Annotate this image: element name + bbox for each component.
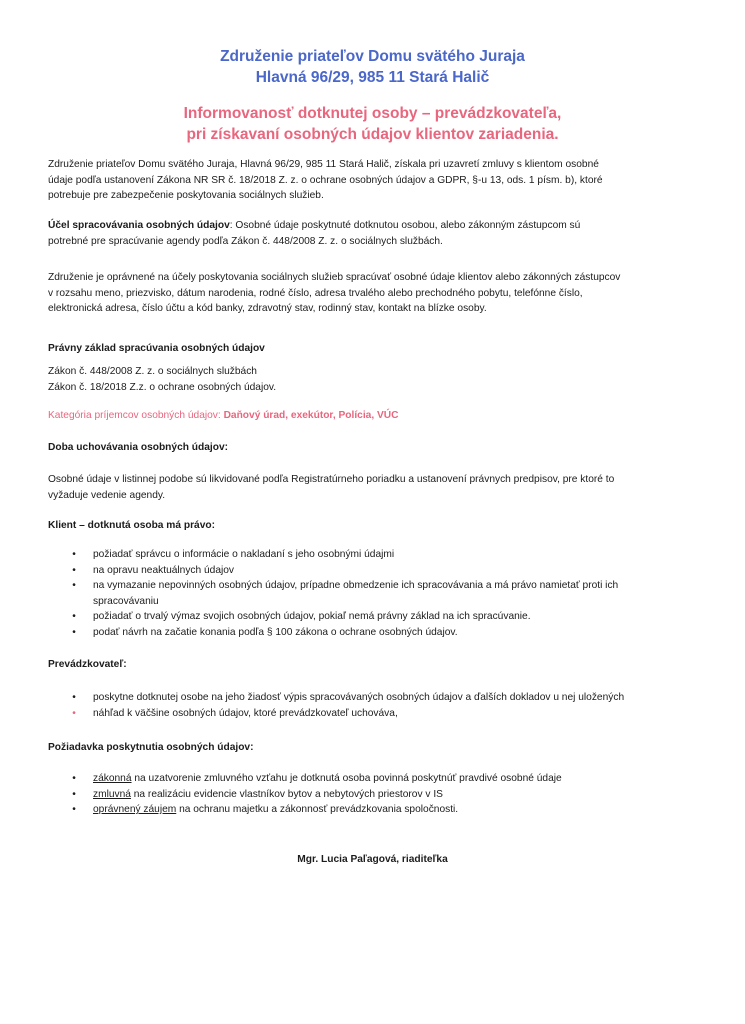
document-title-line1: Informovanosť dotknutej osoby – prevádzkovateľa, — [183, 105, 562, 122]
list-item-text: požiadať o trvalý výmaz svojich osobných údajov, pokiaľ nemá právny základ na ich spracúvanie. — [93, 611, 531, 622]
requirement-heading: Požiadavka poskytnutia osobných údajov: — [48, 742, 254, 753]
list-item — [48, 787, 688, 803]
signature: Mgr. Lucia Paľagová, riaditeľka — [297, 854, 448, 865]
purpose-line — [48, 218, 698, 234]
intro-line: Združenie priateľov Domu svätého Juraja, Hlavná 96/29, 985 11 Stará Halič, získala pri uzavretí zmluvy s klientom osobné — [48, 159, 599, 170]
organization-name: Združenie priateľov Domu svätého Juraja — [220, 48, 525, 65]
organization-address: Hlavná 96/29, 985 11 Stará Halič — [255, 69, 490, 86]
purpose-line: potrebné pre spracúvanie agendy podľa Zákon č. 448/2008 Z. z. o sociálnych službách. — [48, 235, 443, 247]
bullet-icon: • — [72, 788, 76, 800]
scope-line: elektronická adresa, číslo účtu a kód banky, zdravotný stav, rodinný stav, kontakt na blízke osoby. — [48, 303, 487, 314]
legal-basis-list — [48, 364, 698, 395]
requirement-list — [48, 771, 688, 818]
client-rights-heading: Klient – dotknutá osoba má právo: — [48, 520, 215, 531]
requirement-type: zmluvná — [93, 788, 131, 800]
bullet-icon: • — [72, 564, 76, 576]
bullet-icon: • — [72, 804, 76, 815]
recipients-value: Daňový úrad, exekútor, Polícia, VÚC — [220, 410, 399, 421]
list-item-text: na opravu neaktuálnych údajov — [93, 564, 235, 576]
bullet-icon: • — [72, 692, 76, 703]
purpose-label: Účel spracovávania osobných údajov — [48, 220, 230, 231]
list-item — [48, 609, 688, 625]
bullet-icon: • — [72, 707, 76, 719]
list-item — [48, 771, 688, 787]
list-item-text: náhľad k väčšine osobných údajov, ktoré prevádzkovateľ uchováva, — [93, 707, 398, 719]
operator-heading: Prevádzkovateľ: — [48, 659, 127, 670]
list-item — [48, 547, 688, 563]
recipients-line — [48, 408, 698, 424]
intro-line: potrebuje pre zabezpečenie poskytovania sociálnych služieb. — [48, 190, 324, 201]
bullet-icon: • — [72, 549, 76, 560]
list-item — [48, 563, 688, 579]
bullet-icon: • — [72, 773, 76, 784]
list-item-text: podať návrh na začatie konania podľa § 100 zákona o ochrane osobných údajov. — [93, 626, 458, 638]
retention-line: Osobné údaje v listinnej podobe sú likvidované podľa Registratúrneho poriadku a ustanovení právnych predpisov, pre ktoré to — [48, 474, 615, 485]
list-item-text: spracovávaniu — [93, 595, 159, 607]
requirement-type: oprávnený záujem — [93, 804, 177, 815]
scope-line: Združenie je oprávnené na účely poskytovania sociálnych služieb spracúvať osobné údaje klientov alebo zákonných zástupcov — [48, 272, 621, 283]
bullet-icon: • — [72, 611, 76, 622]
document-title-line2: pri získavaní osobných údajov klientov zariadenia. — [186, 126, 559, 143]
intro-paragraph — [48, 157, 698, 204]
law-reference: Zákon č. 18/2018 Z.z. o ochrane osobných údajov. — [48, 381, 277, 393]
retention-line: vyžaduje vedenie agendy. — [48, 489, 166, 501]
list-item — [48, 706, 688, 722]
list-item-text: na uzatvorenie zmluvného vzťahu je dotknutá osoba povinná poskytnúť pravdivé osobné údaje — [131, 773, 562, 784]
list-item — [48, 802, 688, 818]
list-item — [48, 578, 688, 609]
list-item — [48, 690, 688, 706]
intro-line: údaje podľa ustanovení Zákona NR SR č. 18/2018 Z. z. o ochrane osobných údajov a GDPR, §-u 13, ods. 1 písm. b), ktoré — [48, 174, 603, 186]
purpose-text: : Osobné údaje poskytnuté dotknutou osobou, alebo zákonným zástupcom sú — [229, 220, 581, 231]
recipients-label: Kategória príjemcov osobných údajov: — [48, 410, 221, 421]
scope-paragraph — [48, 270, 698, 317]
legal-basis-heading: Právny základ spracúvania osobných údajov — [48, 343, 265, 354]
purpose-paragraph — [48, 218, 698, 249]
retention-heading: Doba uchovávania osobných údajov: — [48, 442, 229, 453]
list-item-text: na ochranu majetku a zákonnosť prevádzkovania spoločnosti. — [176, 804, 459, 815]
bullet-icon: • — [72, 580, 76, 591]
list-item-text: na realizáciu evidencie vlastníkov bytov a nebytových priestorov v IS — [130, 788, 443, 800]
list-item-text: poskytne dotknutej osobe na jeho žiadosť výpis spracovávaných osobných údajov a ďalších dokladov u nej uložených — [93, 692, 625, 703]
scope-line: v rozsahu meno, priezvisko, dátum narodenia, rodné číslo, adresa trvalého alebo prechodného pobytu, telefónne číslo, — [48, 287, 583, 299]
law-reference: Zákon č. 448/2008 Z. z. o sociálnych službách — [48, 366, 257, 377]
list-item — [48, 625, 688, 641]
requirement-type: zákonná — [93, 773, 132, 784]
retention-paragraph — [48, 472, 698, 503]
client-rights-list — [48, 547, 688, 640]
list-item-text: požiadať správcu o informácie o nakladaní s jeho osobnými údajmi — [93, 549, 395, 560]
list-item-text: na vymazanie nepovinných osobných údajov, prípadne obmedzenie ich spracovávania a má právo namietať proti ich — [93, 580, 619, 591]
operator-list — [48, 690, 688, 721]
bullet-icon: • — [72, 626, 76, 638]
